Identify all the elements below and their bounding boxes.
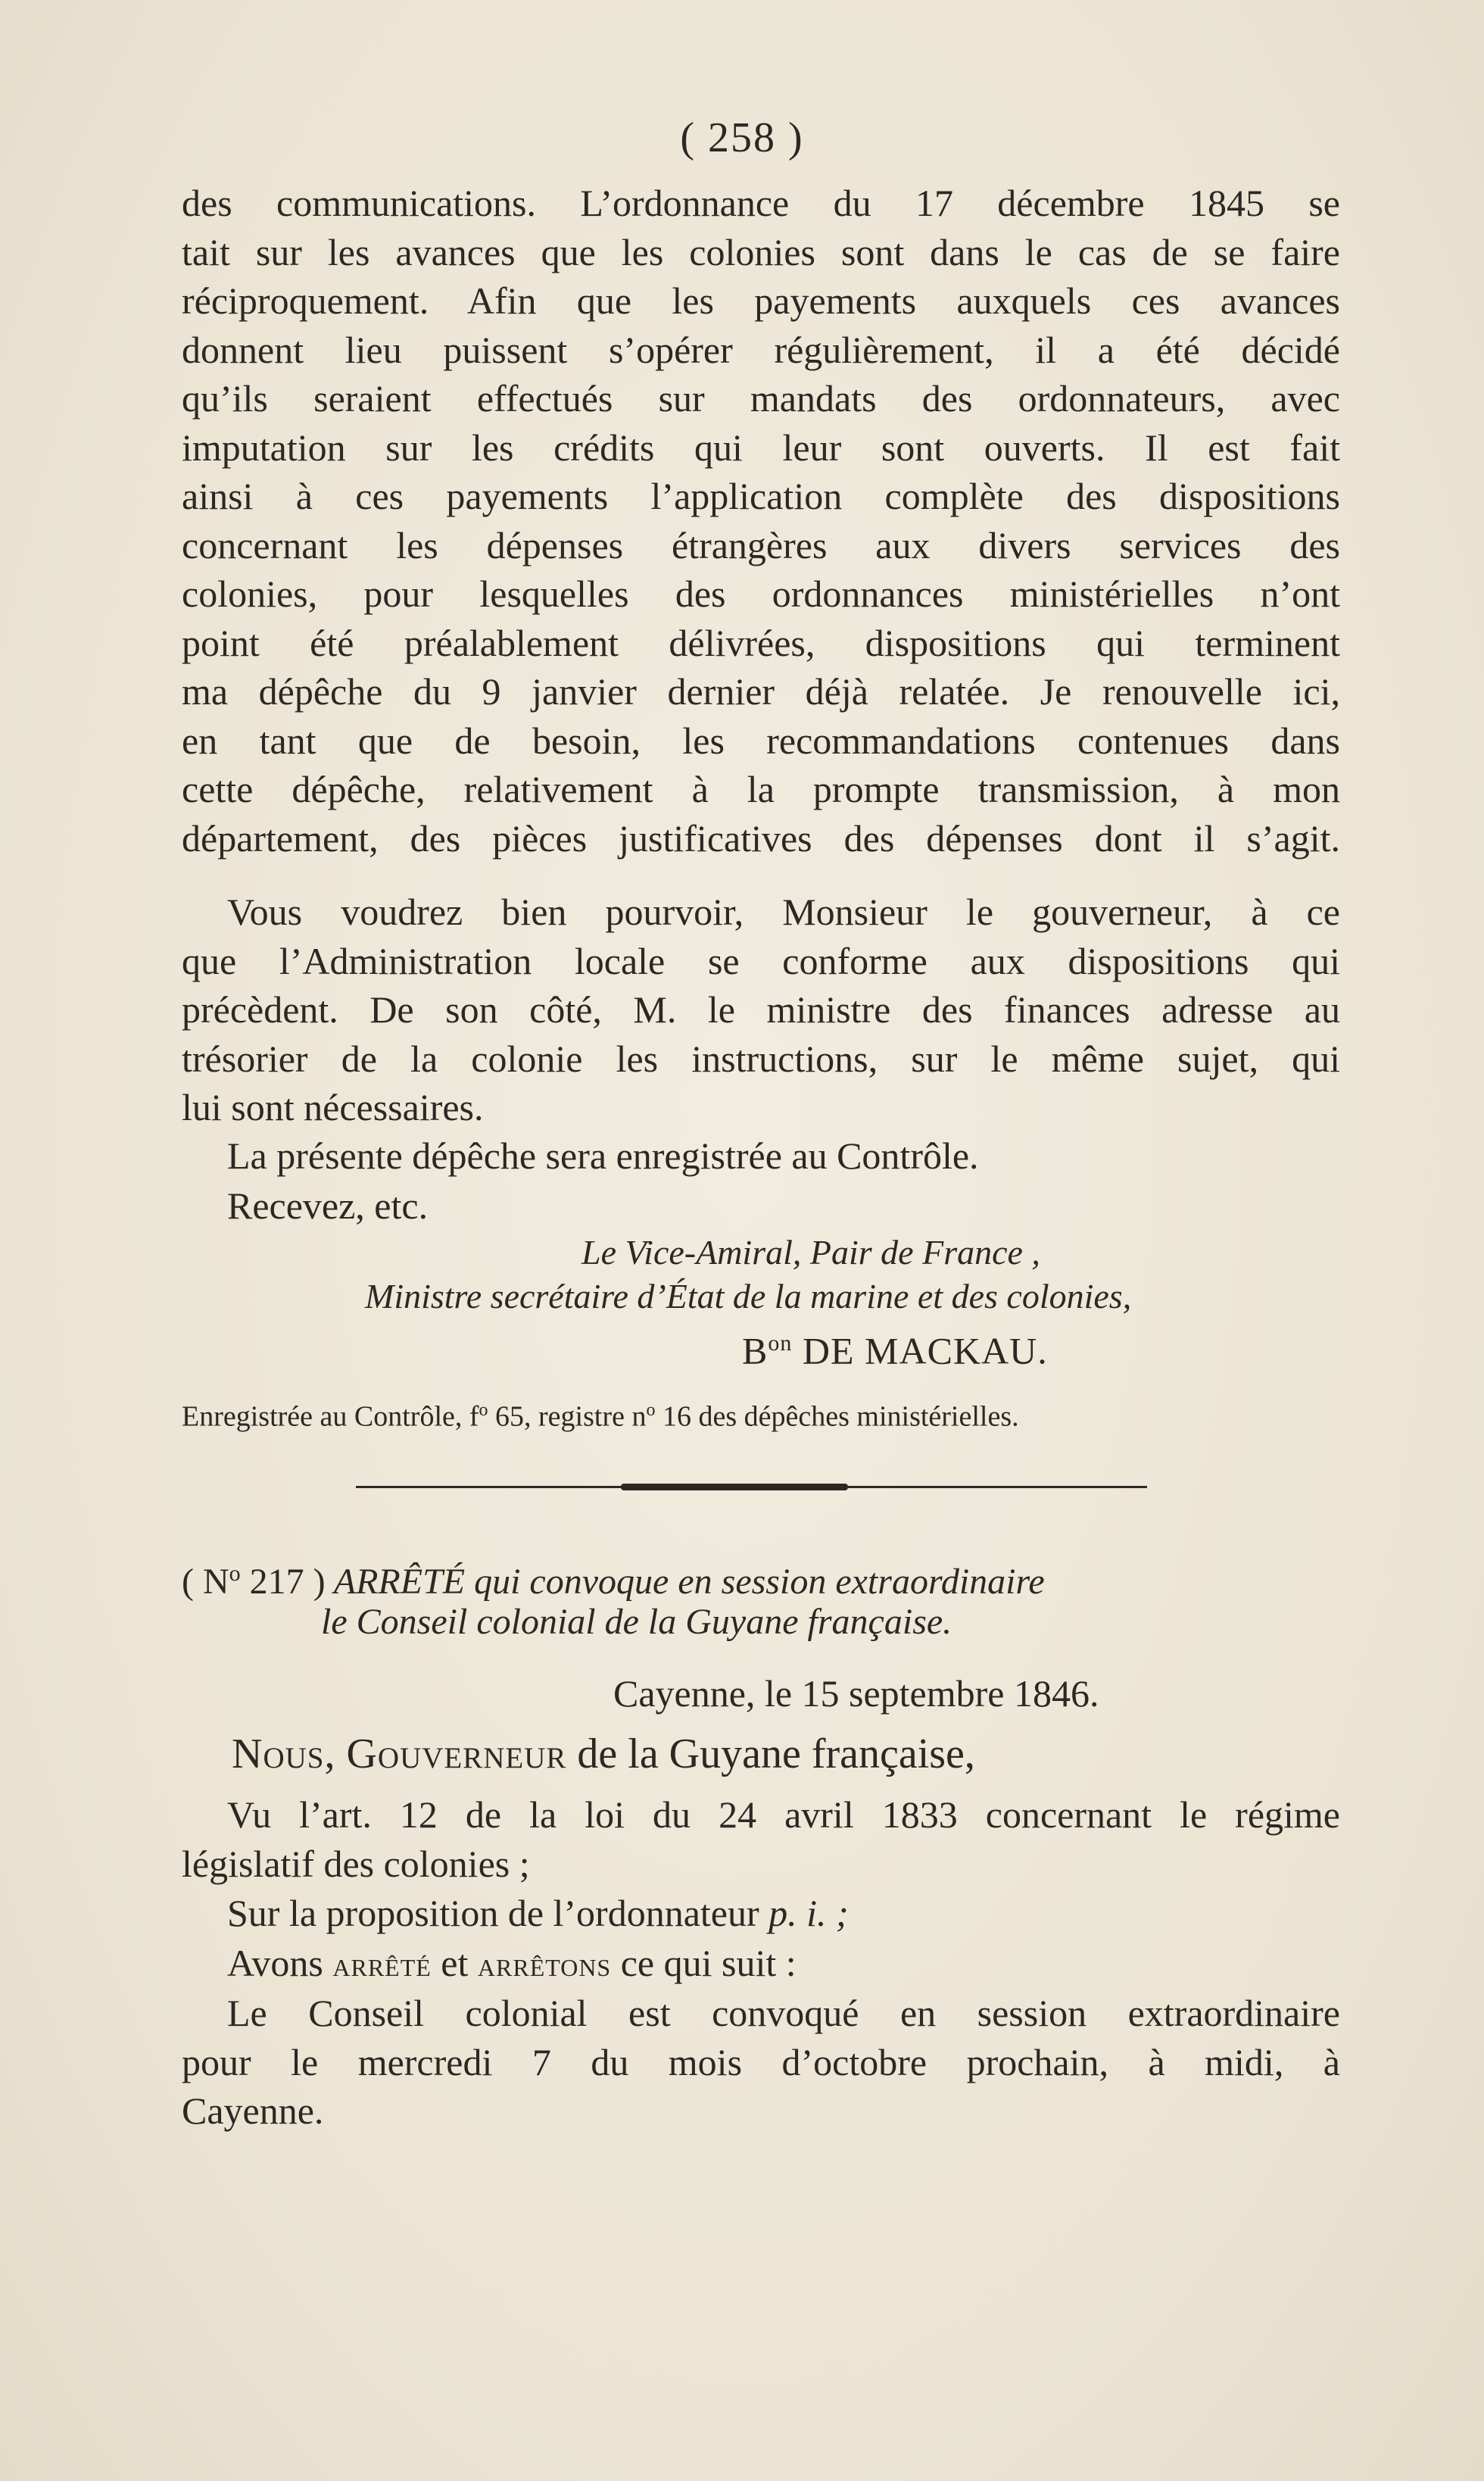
paragraph-body [182, 1989, 1340, 2136]
note-sup: o [646, 1400, 656, 1420]
name-prefix-sup: on [768, 1331, 793, 1356]
vu-clause [182, 1790, 1340, 1888]
text-line: département, des pièces justificatives des dépenses dont il s’agit. [182, 816, 1340, 860]
text-line: Vous voudrez bien pourvoir, Monsieur le gouverneur, à ce [227, 891, 1340, 933]
registry-note [182, 1386, 1019, 1441]
note-part: 16 des dépêches ministérielles. [655, 1400, 1019, 1433]
signature-title-1: Le Vice-Amiral, Pair de France , [581, 1233, 1040, 1272]
closing-formula: Recevez, etc. [227, 1184, 429, 1227]
text-line: Cayenne. [182, 2089, 324, 2132]
nous-word: Nous, [232, 1730, 336, 1777]
text-line: en tant que de besoin, les recommandations contenues dans [182, 719, 1340, 762]
text-line: imputation sur les crédits qui leur sont ouverts. Il est fait [182, 426, 1340, 469]
text-line: précèdent. De son côté, M. le ministre des finances adresse au [182, 988, 1340, 1031]
paragraph-administration [182, 888, 1340, 1132]
note-part: Enregistrée au Contrôle, f [182, 1400, 479, 1433]
text-line: tait sur les avances que les colonies sont dans le cas de se faire [182, 230, 1340, 273]
text-line: législatif des colonies ; [182, 1842, 530, 1885]
signature-title-2: Ministre secrétaire d’État de la marine et des colonies, [365, 1277, 1132, 1315]
sur-text: Sur la proposition de l’ordonnateur [227, 1892, 769, 1934]
text-line: lui sont nécessaires. [182, 1086, 484, 1128]
registration-sentence: La présente dépêche sera enregistrée au Contrôle. [227, 1134, 979, 1177]
text-line: trésorier de la colonie les instructions, sur le même sujet, qui [182, 1037, 1340, 1080]
text-line: que l’Administration locale se conforme aux dispositions qui [182, 939, 1340, 982]
conseil-clause [182, 1989, 1340, 2136]
text-line: Vu l’art. 12 de la loi du 24 avril 1833 concernant le régime [227, 1793, 1340, 1836]
arrete-title-word: ARRÊTÉ [333, 1562, 466, 1602]
text-line: point été préalablement délivrées, dispositions qui terminent [182, 621, 1340, 664]
avons-text: Avons [227, 1942, 333, 1984]
paragraph-body [182, 1790, 1340, 1888]
nous-rest: de la Guyane française, [566, 1730, 975, 1777]
note-sup: o [479, 1400, 488, 1420]
paragraph-body [182, 179, 1340, 863]
sur-clause [227, 1889, 849, 1937]
arrete-number-close: 217 ) [240, 1562, 326, 1602]
text-line: pour le mercredi 7 du mois d’octobre prochain, à midi, à [182, 2040, 1340, 2083]
nous-gouverneur [232, 1730, 975, 1778]
arrete-word: arrêté [332, 1945, 432, 1983]
text-line: qu’ils seraient effectués sur mandats des ordonnateurs, avec [182, 377, 1340, 420]
name-prefix: B [742, 1329, 768, 1372]
sur-italic: p. i. ; [768, 1892, 849, 1934]
page-number: ( 258 ) [680, 114, 804, 161]
text-line: réciproquement. Afin que les payements auxquels ces avances [182, 279, 1340, 322]
paragraph-communications [182, 179, 1340, 863]
text-line: ma dépêche du 9 janvier dernier déjà relatée. Je renouvelle ici, [182, 670, 1340, 713]
et-text: et [431, 1942, 478, 1984]
arrete-title-rest: qui convoque en session extraordinaire [465, 1562, 1045, 1602]
text-line: donnent lieu puissent s’opérer régulièrement, il a été décidé [182, 328, 1340, 371]
text-line: ainsi à ces payements l’application complète des dispositions [182, 475, 1340, 517]
arretons-word: arrêtons [477, 1945, 612, 1983]
text-line: Le Conseil colonial est convoqué en session extraordinaire [227, 1992, 1340, 2034]
gouverneur-word: Gouverneur [346, 1730, 567, 1777]
avons-rest: ce qui suit : [611, 1942, 797, 1984]
avons-clause [227, 1939, 797, 1989]
name-text: DE MACKAU. [792, 1329, 1048, 1372]
section-divider-center [621, 1484, 848, 1490]
arrete-number: ( N [182, 1562, 229, 1602]
place-date: Cayenne, le 15 septembre 1846. [613, 1672, 1099, 1715]
text-line: des communications. L’ordonnance du 17 décembre 1845 se [182, 182, 1340, 224]
paragraph-body [182, 888, 1340, 1132]
text-line: cette dépêche, relativement à la prompte transmission, à mon [182, 768, 1340, 810]
text-line: concernant les dépenses étrangères aux divers services des [182, 523, 1340, 566]
arrete-heading-line-2: le Conseil colonial de la Guyane française. [321, 1602, 952, 1642]
note-part: 65, registre n [488, 1400, 647, 1433]
arrete-number-sup: o [229, 1561, 241, 1586]
signature-name [742, 1319, 1048, 1375]
text-line: colonies, pour lesquelles des ordonnances ministérielles n’ont [182, 573, 1340, 615]
